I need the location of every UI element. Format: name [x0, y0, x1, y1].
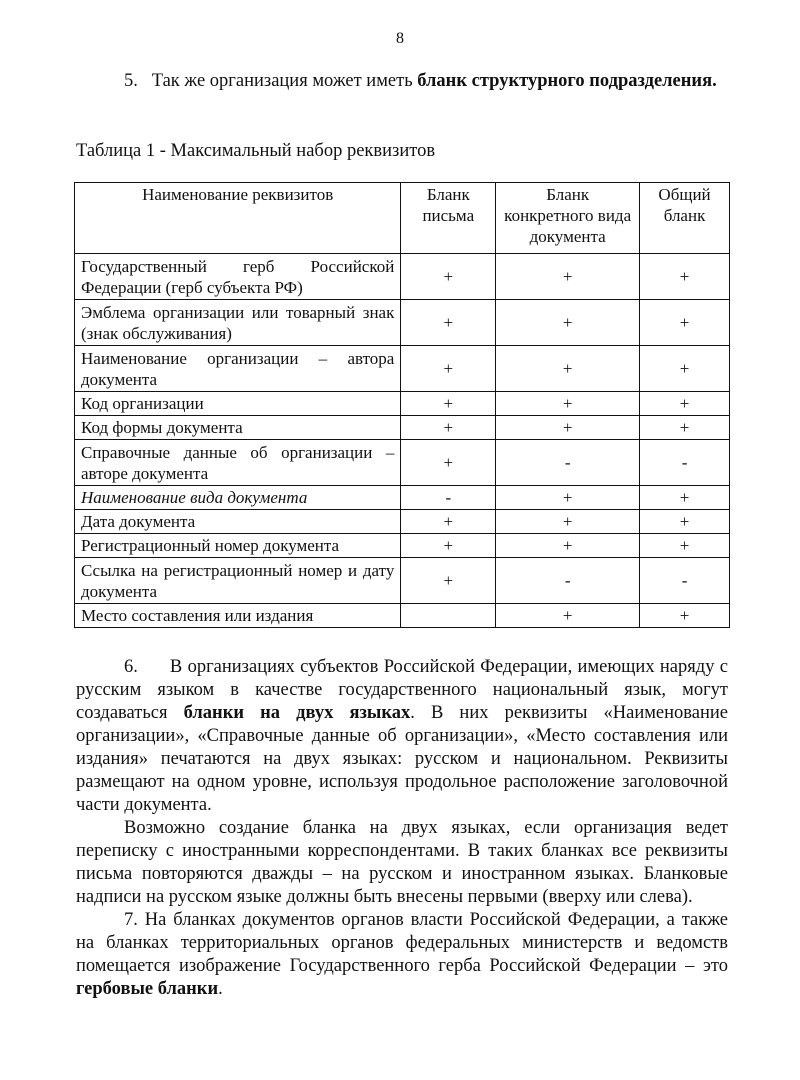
specific-form-cell: +	[496, 254, 640, 300]
letter-form-cell: +	[401, 558, 496, 604]
paragraph-7-text-a: 7. На бланках документов органов власти Российской Федерации, а также на бланках территориальных органов федеральных министерств и ведомств помещается изображение Государственного герба Российской Федерации – это	[76, 910, 728, 976]
requisite-name-cell: Место составления или издания	[75, 604, 401, 628]
requisite-name-cell: Государственный герб Российской Федерации (герб субъекта РФ)	[75, 254, 401, 300]
letter-form-cell: +	[401, 300, 496, 346]
paragraph-7-text-b: .	[218, 979, 223, 999]
specific-form-cell: -	[496, 558, 640, 604]
table-row	[75, 254, 730, 300]
table-row	[75, 392, 730, 416]
paragraph-6-main	[76, 656, 728, 817]
requisite-name-cell: Наименование организации – автора документа	[75, 346, 401, 392]
general-form-cell: +	[640, 392, 730, 416]
table-header-row	[75, 183, 730, 254]
general-form-cell: +	[640, 604, 730, 628]
general-form-cell: +	[640, 346, 730, 392]
table-row	[75, 346, 730, 392]
table-row	[75, 534, 730, 558]
header-letter-form: Бланк письма	[401, 183, 496, 254]
requisite-name-cell: Код организации	[75, 392, 401, 416]
paragraph-5-text: Так же организация может иметь	[151, 71, 418, 91]
letter-form-cell: +	[401, 416, 496, 440]
requisite-name-cell: Справочные данные об организации – авторе документа	[75, 440, 401, 486]
table-row	[75, 510, 730, 534]
letter-form-cell: +	[401, 510, 496, 534]
paragraph-6-second: Возможно создание бланка на двух языках, если организация ведет переписку с иностранными корреспондентами. В таких бланках все реквизиты письма повторяются дважды – на русском и иностранном языках. Бланковые надписи на русском языке должны быть внесены первыми (вверху или слева).	[76, 818, 728, 907]
letter-form-cell: +	[401, 392, 496, 416]
requisite-name-cell: Ссылка на регистрационный номер и дату документа	[75, 558, 401, 604]
general-form-cell: +	[640, 534, 730, 558]
header-specific-form: Бланк конкретного вида документа	[496, 183, 640, 254]
general-form-cell: -	[640, 558, 730, 604]
letter-form-cell: +	[401, 534, 496, 558]
specific-form-cell: +	[496, 486, 640, 510]
specific-form-cell: +	[496, 346, 640, 392]
letter-form-cell: -	[401, 486, 496, 510]
general-form-cell: +	[640, 300, 730, 346]
paragraph-6-bold: бланки на двух языках	[183, 703, 411, 723]
requisite-name-cell: Наименование вида документа	[75, 486, 401, 510]
general-form-cell: +	[640, 254, 730, 300]
letter-form-cell: +	[401, 440, 496, 486]
general-form-cell: +	[640, 510, 730, 534]
requisite-name-cell: Дата документа	[75, 510, 401, 534]
letter-form-cell: +	[401, 254, 496, 300]
requisite-name-cell: Эмблема организации или товарный знак (знак обслуживания)	[75, 300, 401, 346]
table-row	[75, 486, 730, 510]
paragraph-5-bold: бланк структурного подразделения.	[417, 71, 717, 91]
table-row	[75, 416, 730, 440]
paragraph-6	[76, 656, 728, 1001]
table-caption: Таблица 1 - Максимальный набор реквизитов	[76, 141, 436, 161]
general-form-cell: +	[640, 416, 730, 440]
paragraph-6-text-a: 6. В организациях субъектов Российской Федерации, имеющих наряду с русским языком в качестве государственного национальный язык, могут создаваться	[76, 657, 728, 723]
letter-form-cell	[401, 604, 496, 628]
paragraph-7-bold: гербовые бланки	[76, 979, 219, 999]
specific-form-cell: +	[496, 510, 640, 534]
general-form-cell: -	[640, 440, 730, 486]
paragraph-7	[76, 909, 728, 1001]
specific-form-cell: +	[496, 534, 640, 558]
table-row	[75, 300, 730, 346]
page-number: 8	[396, 30, 404, 47]
general-form-cell: +	[640, 486, 730, 510]
specific-form-cell: +	[496, 392, 640, 416]
table-row	[75, 558, 730, 604]
table-row	[75, 604, 730, 628]
table-row	[75, 440, 730, 486]
specific-form-cell: +	[496, 416, 640, 440]
requisites-table	[74, 182, 730, 628]
paragraph-5-number: 5.	[124, 71, 138, 91]
requisite-name-cell: Регистрационный номер документа	[75, 534, 401, 558]
letter-form-cell: +	[401, 346, 496, 392]
header-requisite-name: Наименование реквизитов	[75, 183, 401, 254]
specific-form-cell: -	[496, 440, 640, 486]
table-body	[75, 254, 730, 628]
specific-form-cell: +	[496, 604, 640, 628]
paragraph-6-text-b: . В них реквизиты «Наименование организации», «Справочные данные об организации», «Место составления или издания» печатаются на двух языках: русском и национальном. Реквизиты размещают на одном уровне, используя продольное расположение заголовочной части документа.	[76, 703, 728, 815]
requisite-name-cell: Код формы документа	[75, 416, 401, 440]
header-general-form: Общий бланк	[640, 183, 730, 254]
paragraph-5	[76, 70, 728, 93]
specific-form-cell: +	[496, 300, 640, 346]
